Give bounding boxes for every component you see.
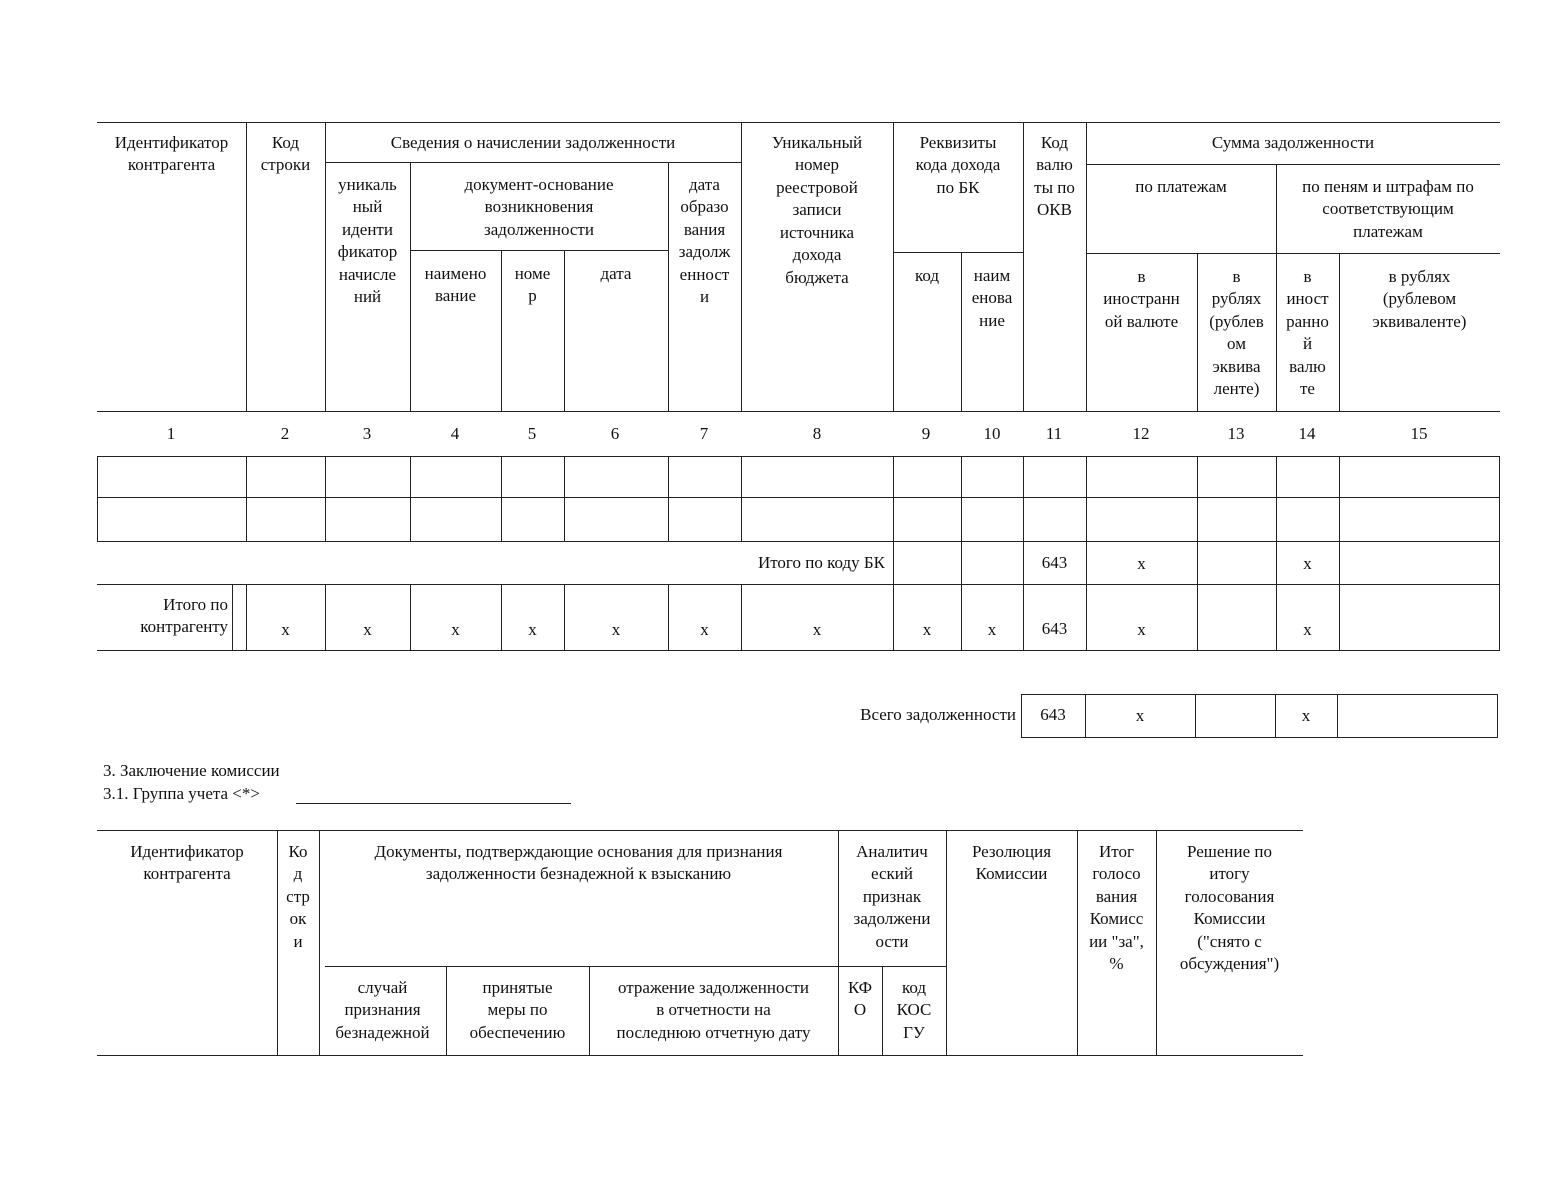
rule-sum-sub xyxy=(1086,164,1500,165)
rule-accrual-sub xyxy=(325,162,741,163)
rule-req-sub xyxy=(893,252,1023,253)
t2-hdr-measures: принятые меры по обеспечению xyxy=(469,978,566,1042)
hdr-in-rubles-eq-2: в рублях (рублевом эквиваленте) xyxy=(1372,267,1467,331)
col-num-8: 8 xyxy=(812,424,822,443)
table-row[interactable] xyxy=(97,497,1500,541)
total-contractor-mark-5: х xyxy=(528,620,537,639)
total-debt-currency: 643 xyxy=(1040,705,1066,724)
total-contractor-currency: 643 xyxy=(1041,619,1068,638)
col-num-10: 10 xyxy=(983,424,1001,443)
hdr-contractor-id: Идентификатор контрагента xyxy=(114,133,229,175)
rule-doc-sub xyxy=(410,250,668,251)
hdr-income-code-details: Реквизиты кода дохода по БК xyxy=(915,133,1001,197)
rule-header-bottom xyxy=(97,411,1500,412)
hdr-in-rubles-eq: в рублях (рублев ом эквива ленте) xyxy=(1209,267,1264,399)
total-contractor-mark-9: х xyxy=(922,620,932,639)
total-contractor-mark-2: х xyxy=(281,620,290,639)
t2-hdr-documents: Документы, подтверждающие основания для признания задолженности безнадежной к взысканию xyxy=(374,842,783,884)
col-num-9: 9 xyxy=(921,424,931,443)
rule-row2 xyxy=(97,541,1500,542)
t2-hdr-decision: Решение по итогу голосования Комиссии ("снято с обсуждения") xyxy=(1179,842,1280,974)
hdr-currency-code: Код валю ты по ОКВ xyxy=(1034,133,1075,220)
hdr-code: код xyxy=(914,266,940,285)
col-num-7: 7 xyxy=(699,424,709,443)
section-title: 3. Заключение комиссии xyxy=(103,761,280,780)
hdr-doc-date: дата xyxy=(600,264,632,283)
t2-hdr-contractor-id: Идентификатор контрагента xyxy=(130,842,244,884)
total-contractor-mark-6: х xyxy=(611,620,621,639)
hdr-registry-number: Уникальный номер реестровой записи источника дохода бюджета xyxy=(771,133,863,287)
col-num-3: 3 xyxy=(362,424,372,443)
hdr-unique-accrual-id: уникаль ный иденти фикатор начисле ний xyxy=(337,175,398,307)
total-contractor-mark-3: х xyxy=(363,620,372,639)
col-num-4: 4 xyxy=(450,424,460,443)
col-num-14: 14 xyxy=(1298,424,1316,443)
rule-top xyxy=(97,122,1500,123)
t2-hdr-kosgu: код КОС ГУ xyxy=(896,978,932,1042)
total-contractor-mark-8: х xyxy=(812,620,822,639)
hdr-formation-date: дата образо вания задолж енност и xyxy=(678,175,731,307)
t2-hdr-kfo: КФ О xyxy=(847,978,873,1020)
hdr-doc-number: номе р xyxy=(514,264,551,306)
hdr-by-penalties: по пеням и штрафам по соответствующим платежам xyxy=(1302,177,1474,241)
group-input-line[interactable] xyxy=(296,803,571,804)
hdr-basis-document: документ-основание возникновения задолженности xyxy=(464,175,614,239)
hdr-in-foreign-currency-2: в иност ранно й валю те xyxy=(1286,267,1329,399)
col-num-1: 1 xyxy=(166,424,176,443)
total-contractor-c12: х xyxy=(1137,620,1146,639)
total-bk-currency: 643 xyxy=(1041,553,1068,572)
t2-hdr-vote: Итог голосо вания Комисс ии "за", % xyxy=(1089,842,1144,974)
total-bk-label: Итого по коду БК xyxy=(757,553,885,572)
hdr-doc-name: наимено вание xyxy=(424,264,487,306)
t2-hdr-reporting: отражение задолженности в отчетности на последнюю отчетную дату xyxy=(616,978,811,1042)
hdr-in-foreign-currency: в иностранн ой валюте xyxy=(1103,267,1180,331)
col-num-15: 15 xyxy=(1410,424,1428,443)
hdr-line-code: Код строки xyxy=(260,133,311,175)
total-bk-c14: х xyxy=(1303,554,1312,573)
rule-pay-sub xyxy=(1086,253,1500,254)
group-label: 3.1. Группа учета <*> xyxy=(103,784,260,803)
total-contractor-mark-4: х xyxy=(451,620,460,639)
hdr-by-payments: по платежам xyxy=(1135,177,1227,196)
t2-hdr-case: случай признания безнадежной xyxy=(335,978,430,1042)
t2-hdr-analytic: Аналитич еский признак задолжени ости xyxy=(853,842,931,951)
col-num-6: 6 xyxy=(610,424,620,443)
t2-hdr-resolution: Резолюция Комиссии xyxy=(971,842,1052,884)
total-debt-c12: х xyxy=(1135,706,1145,725)
col-num-2: 2 xyxy=(280,424,290,443)
hdr-name: наим енова ние xyxy=(971,266,1013,330)
col-num-12: 12 xyxy=(1132,424,1150,443)
rule-total-contractor xyxy=(97,650,1500,651)
total-contractor-label: Итого по контрагенту xyxy=(140,595,228,637)
total-debt-c14: х xyxy=(1301,706,1311,725)
col-num-13: 13 xyxy=(1227,424,1245,443)
col-num-5: 5 xyxy=(527,424,537,443)
hdr-accrual-info: Сведения о начислении задолженности xyxy=(390,133,676,152)
total-contractor-mark-7: х xyxy=(700,620,709,639)
col-num-11: 11 xyxy=(1045,424,1063,443)
total-contractor-c14: х xyxy=(1303,620,1312,639)
hdr-debt-sum: Сумма задолженности xyxy=(1211,133,1375,152)
t2-hdr-line-code: Ко д стр ок и xyxy=(286,842,310,951)
table-row[interactable] xyxy=(97,456,1500,497)
rule-total-bk xyxy=(97,584,1500,585)
total-contractor-mark-10: х xyxy=(987,620,997,639)
total-debt-label: Всего задолженности xyxy=(860,705,1016,724)
total-bk-c12: х xyxy=(1137,554,1146,573)
